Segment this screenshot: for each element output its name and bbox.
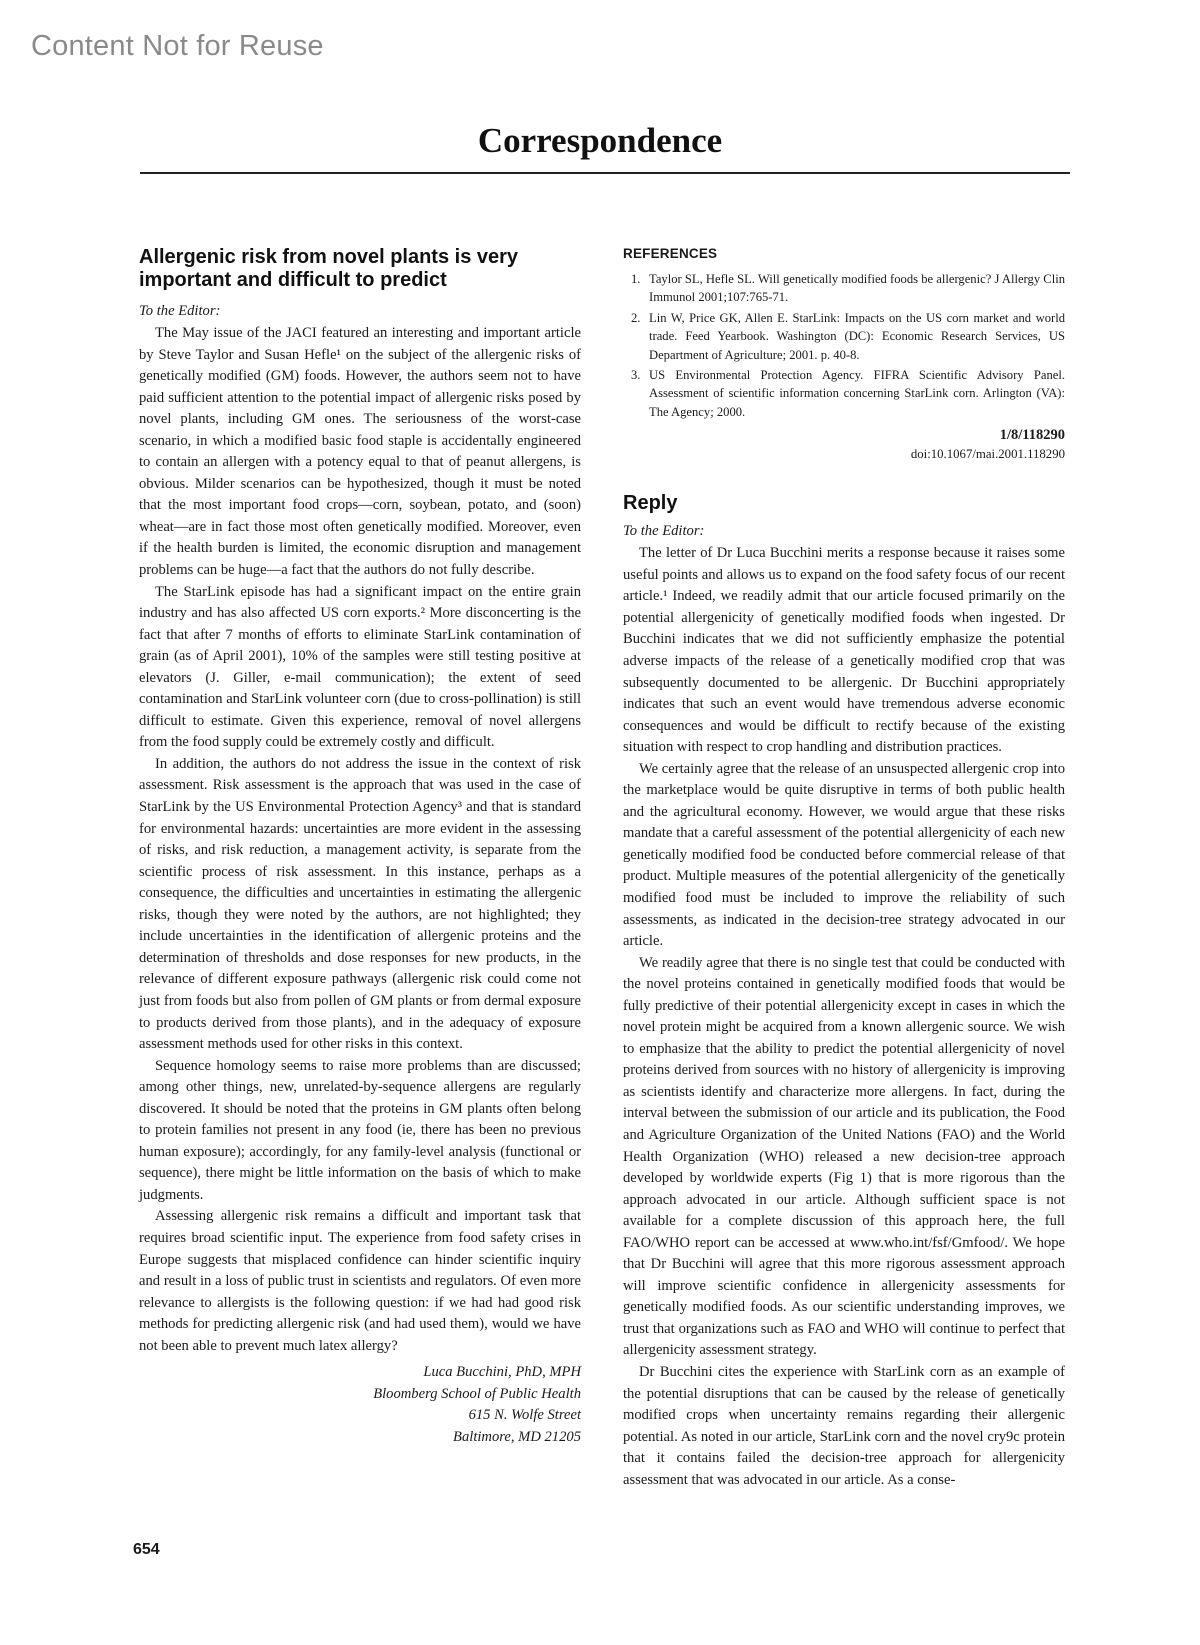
reference-number: 1. [631, 272, 641, 286]
letter-salutation: To the Editor: [139, 303, 221, 319]
reply-paragraph: We certainly agree that the release of an unsuspected allergenic crop into the marketplace would be quite disruptive in terms of both public health and the agricultural economy. However, we would argue that these risks mandate that a careful assessment of the potential allergenicity of each new genetically modified food be conducted before commercial release of that product. Multiple measures of the potential allergenicity of the genetically modified food must be included to improve the reliability of such assessments, as indicated in the decision-tree strategy advocated in our article. [623, 760, 1065, 950]
letter-paragraph: Sequence homology seems to raise more problems than are discussed; among other things, new, unrelated-by-sequence allergens are regularly discovered. It should be noted that the proteins in GM plants often belong to protein families not present in any food (ie, there has been no previous human exposure); accordingly, for any family-level analysis (functional or sequence), there might be little information on the basis of which to make judgments. [139, 1057, 581, 1203]
signature-school: Bloomberg School of Public Health [373, 1385, 581, 1402]
references-list [623, 270, 1065, 421]
reply-salutation: To the Editor: [623, 523, 705, 540]
reference-item [623, 309, 1065, 364]
reference-text: US Environmental Protection Agency. FIFRA Scientific Advisory Panel. Assessment of scientific information concerning StarLink corn. Arlington (VA): The Agency; 2000. [649, 368, 1065, 419]
reply-paragraph: Dr Bucchini cites the experience with StarLink corn as an example of the potential disruptions that can be caused by the release of genetically modified crops when uncertainty remains regarding their allergenic potential. As noted in our article, StarLink corn and the novel cry9c protein that it contains failed the decision-tree approach for allergenicity assessment that was advocated in our article. As a conse- [623, 1364, 1065, 1488]
watermark: Content Not for Reuse [31, 30, 324, 62]
letter-paragraph: Assessing allergenic risk remains a difficult and important task that requires broad scientific input. The experience from food safety crises in Europe suggests that misplaced confidence can hinder scientific inquiry and result in a loss of public trust in scientists and regulators. Of even more relevance to allergists is the following question: if we had had good risk methods for predicting allergenic risk (and had used them), would we have not been able to prevent much latex allergy? [139, 1208, 581, 1354]
letter-title: Allergenic risk from novel plants is very important and difficult to predict [139, 246, 519, 291]
letter-paragraph: The StarLink episode has had a significant impact on the entire grain industry and has also affected US corn exports.² More disconcerting is the fact that after 7 months of efforts to eliminate StarLink contamination of grain (as of April 2001), 10% of the samples were still testing positive at elevators (J. Giller, e-mail communication); the extent of seed contamination and StarLink volunteer corn (due to cross-pollination) is still difficult to estimate. Given this experience, removal of novel allergens from the food supply could be extremely costly and difficult. [139, 583, 581, 751]
title-rule [140, 172, 1070, 174]
article-id: 1/8/118290 [999, 427, 1065, 444]
reply-heading: Reply [623, 492, 678, 515]
reference-item [623, 270, 1065, 307]
page-number: 654 [133, 1541, 160, 1558]
reference-number: 2. [631, 310, 641, 325]
reference-text: Taylor SL, Hefle SL. Will genetically modified foods be allergenic? J Allergy Clin Immunol 2001;107:765-71. [649, 272, 1065, 305]
signature-block [139, 1362, 581, 1448]
letter-column [139, 246, 581, 1448]
signature-street: 615 N. Wolfe Street [468, 1407, 581, 1424]
doi: doi:10.1067/mai.2001.118290 [910, 447, 1065, 462]
references-heading: REFERENCES [623, 246, 718, 261]
section-title: Correspondence [477, 121, 723, 160]
reference-item [623, 366, 1065, 421]
right-column [623, 246, 1065, 1491]
letter-paragraph: The May issue of the JACI featured an interesting and important article by Steve Taylor and Susan Hefle¹ on the subject of the allergenic risks of genetically modified (GM) foods. However, the authors seem not to have paid sufficient attention to the potential impact of allergenic risks posed by novel plants, including GM ones. The seriousness of the worst-case scenario, in which a modified basic food staple is accidentally engineered to contain an allergen with a potency equal to that of peanut allergens, is obvious. Milder scenarios can be hypothesized, though it must be noted that the most important food crops—corn, soybean, potato, and (soon) wheat—are in fact those most often genetically modified. Moreover, even if the health burden is limited, the economic disruption and management problems can be huge—a fact that the authors do not fully describe. [139, 325, 581, 579]
signature-name: Luca Bucchini, PhD, MPH [423, 1364, 581, 1381]
reply-paragraph: The letter of Dr Luca Bucchini merits a response because it raises some useful points and allows us to expand on the food safety focus of our recent article.¹ Indeed, we readily admit that our article focused primarily on the potential allergenicity of genetically modified foods when ingested. Dr Bucchini indicates that we did not sufficiently emphasize the potential adverse impacts of the release of a genetically modified crop that was subsequently documented to be allergenic. Dr Bucchini appropriately indicates that such an event would have tremendous adverse economic consequences and would be difficult to rectify because of the existing situation with respect to crop handling and distribution practices. [623, 545, 1065, 756]
signature-city: Baltimore, MD 21205 [453, 1428, 581, 1445]
reply-paragraph: We readily agree that there is no single test that could be conducted with the novel proteins contained in genetically modified foods that would be fully predictive of their potential allergenicity except in cases in which the novel protein might be acquired from a known allergenic source. We wish to emphasize that the ability to predict the potential allergenicity of novel proteins derived from sources with no history of allergenicity is improving as scientists identify and characterize more allergens. In fact, during the interval between the submission of our article and its publication, the Food and Agriculture Organization of the United Nations (FAO) and the World Health Organization (WHO) released a new decision-tree approach developed by worldwide experts (Fig 1) that is more rigorous than the approach advocated in our article. Although sufficient space is not available for a complete discussion of this approach here, the full FAO/WHO report can be accessed at www.who.int/fsf/Gmfood/. We hope that Dr Bucchini will agree that this more rigorous assessment approach will improve scientific confidence in allergenicity assessments for genetically modified foods. As our scientific understanding improves, we trust that organizations such as FAO and WHO will continue to perfect that allergenicity assessment strategy. [623, 954, 1065, 1359]
reference-text: Lin W, Price GK, Allen E. StarLink: Impacts on the US corn market and world trade. Feed Yearbook. Washington (DC): Economic Research Services, US Department of Agriculture; 2001. p. 40-8. [649, 310, 1065, 362]
reference-number: 3. [631, 368, 641, 383]
letter-paragraph: In addition, the authors do not address the issue in the context of risk assessment. Risk assessment is the approach that was used in the case of StarLink by the US Environmental Protection Agency³ and that is standard for environmental hazards: uncertainties are more evident in the assessing of risks, and risk reduction, a management activity, is separate from the scientific process of risk assessment. In this instance, perhaps as a consequence, the difficulties and uncertainties in estimating the allergenic risks, though they were noted by the authors, are not highlighted; they include uncertainties in the identification of allergenic proteins and the determination of thresholds and dose responses for new products, in the relevance of different exposure pathways (allergenic risk could come not just from foods but also from pollen of GM plants or from dermal exposure to products derived from those plants), and in the adequacy of exposure assessment methods used for other risks in this context. [139, 755, 581, 1053]
